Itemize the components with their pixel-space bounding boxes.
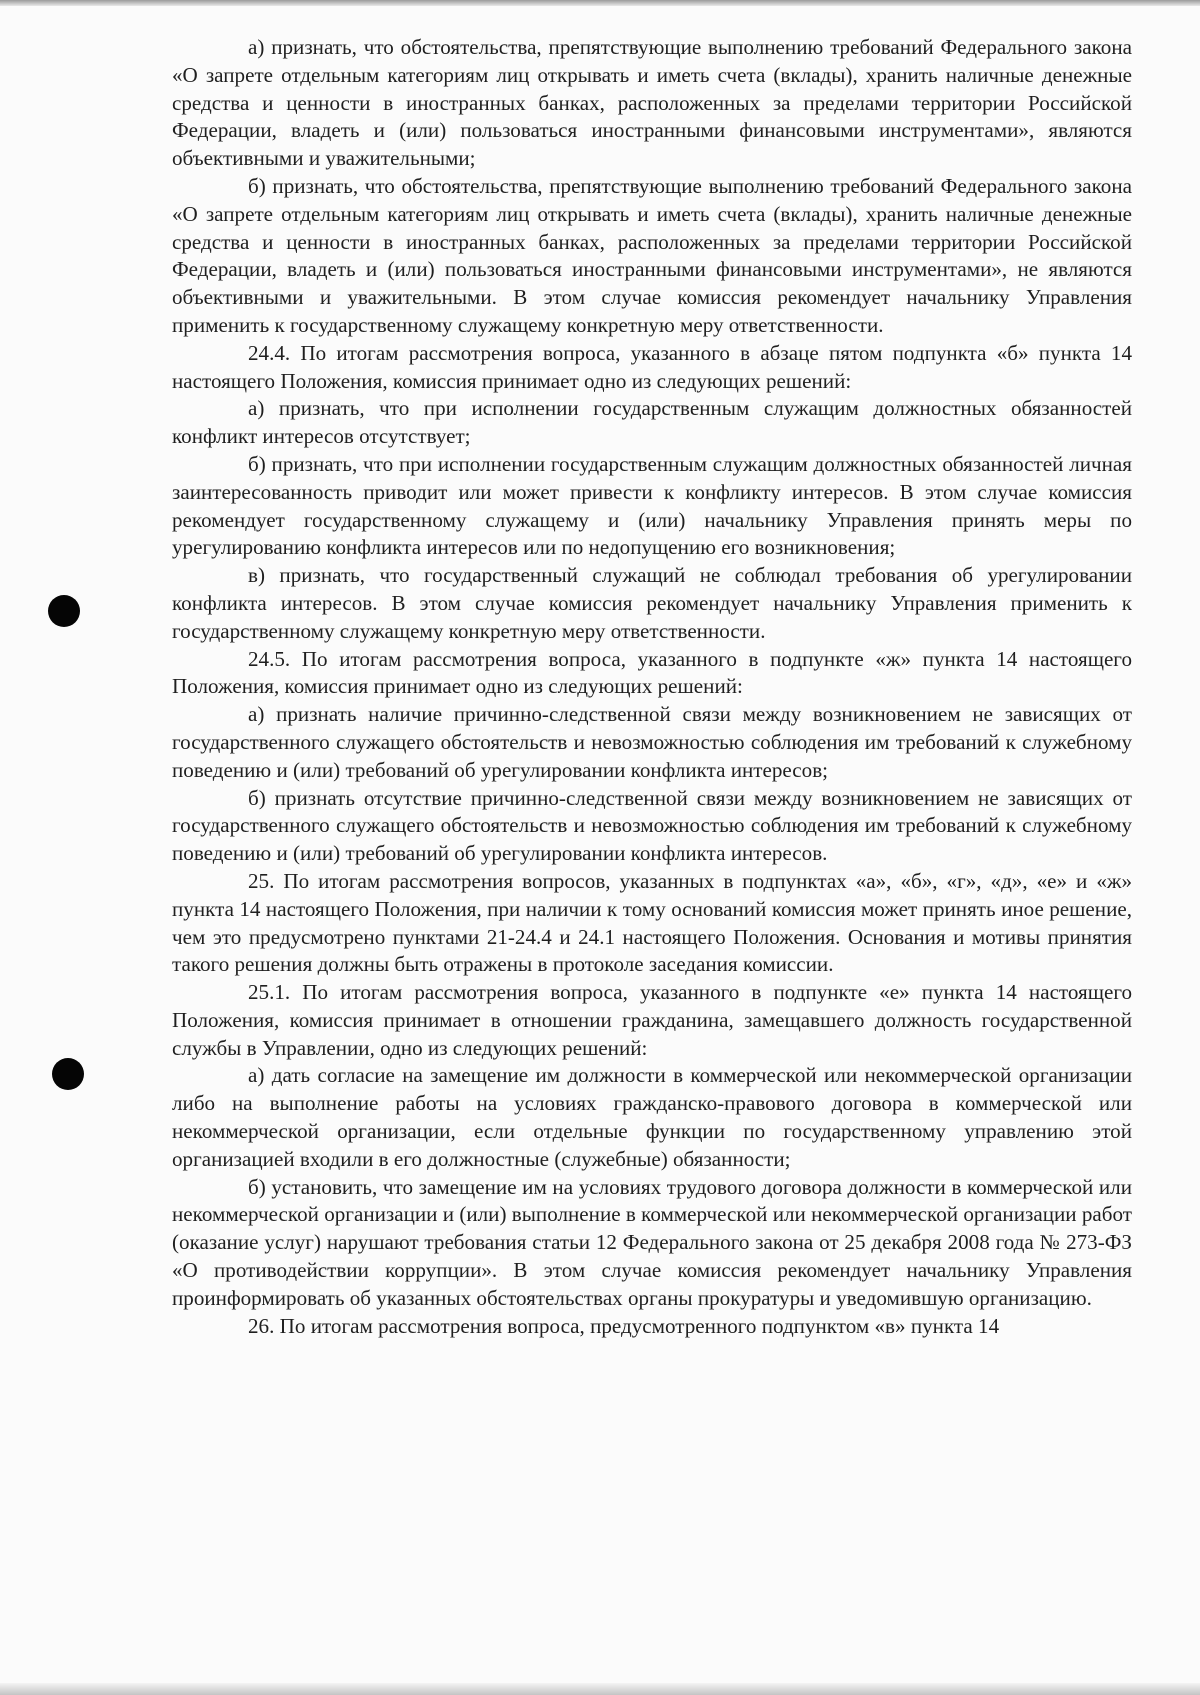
paragraph-24-5-b: б) признать отсутствие причинно-следственной связи между возникновением не зависящих от государственного служащего обстоятельств и невозможностью соблюдения им требований к служебному поведению и (или) требований об урегулировании конфликта интересов.: [172, 785, 1132, 866]
paragraph-25: 25. По итогам рассмотрения вопросов, указанных в подпунктах «а», «б», «г», «д», «е» и «ж» пункта 14 настоящего Положения, при наличии к тому оснований комиссия может принять иное решение, чем это предусмотрено пунктами 21-24.4 и 24.1 настоящего Положения. Основания и мотивы принятия такого решения должны быть отражены в протоколе заседания комиссии.: [172, 868, 1132, 977]
document-text: [172, 34, 1132, 1340]
paragraph-24-5-a: а) признать наличие причинно-следственной связи между возникновением не зависящих от государственного служащего обстоятельств и невозможностью соблюдения им требований к служебному поведению и (или) требований об урегулировании конфликта интересов;: [172, 702, 1132, 782]
paragraph-24-4-v: в) признать, что государственный служащий не соблюдал требования об урегулировании конфликта интересов. В этом случае комиссия рекомендует начальнику Управления применить к государственному служащему конкретную меру ответственности.: [172, 563, 1132, 643]
paragraph-25-1-b: б) установить, что замещение им на условиях трудового договора должности в коммерческой или некоммерческой организации и (или) выполнение в коммерческой или некоммерческой организации работ (оказание услуг) нарушают требования статьи 12 Федерального закона от 25 декабря 2008 года № 273-ФЗ «О противодействии коррупции». В этом случае комиссия рекомендует начальнику Управления проинформировать об указанных обстоятельствах органы прокуратуры и уведомившую организацию.: [172, 1174, 1132, 1310]
paragraph-24-4-a: а) признать, что при исполнении государственным служащим должностных обязанностей конфликт интересов отсутствует;: [172, 396, 1132, 449]
paragraph-24-4-b: б) признать, что при исполнении государственным служащим должностных обязанностей личная заинтересованность приводит или может привести к конфликту интересов. В этом случае комиссия рекомендует государственному служащему и (или) начальнику Управления принять меры по урегулированию конфликта интересов или по недопущению его возникновения;: [172, 451, 1132, 560]
scan-top-edge: [0, 0, 1200, 6]
paragraph-24-3-b: б) признать, что обстоятельства, препятствующие выполнению требований Федерального закона «О запрете отдельным категориям лиц открывать и иметь счета (вклады), хранить наличные денежные средства и ценности в иностранных банках, расположенных за пределами территории Российской Федерации, владеть и (или) пользоваться иностранными финансовыми инструментами», не являются объективными и уважительными. В этом случае комиссия рекомендует начальнику Управления применить к государственному служащему конкретную меру ответственности.: [172, 173, 1132, 337]
paragraph-24-4: 24.4. По итогам рассмотрения вопроса, указанного в абзаце пятом подпункта «б» пункта 14 настоящего Положения, комиссия принимает одно из следующих решений:: [172, 340, 1132, 393]
paragraph-26: 26. По итогам рассмотрения вопроса, предусмотренного подпунктом «в» пункта 14: [248, 1313, 1000, 1338]
scan-bottom-edge: [0, 1683, 1200, 1695]
paragraph-24-3-a: а) признать, что обстоятельства, препятствующие выполнению требований Федерального закона «О запрете отдельным категориям лиц открывать и иметь счета (вклады), хранить наличные денежные средства и ценности в иностранных банках, расположенных за пределами территории Российской Федерации, владеть и (или) пользоваться иностранными финансовыми инструментами», являются объективными и уважительными;: [172, 35, 1132, 171]
binder-hole-lower: [52, 1058, 84, 1090]
binder-hole-upper: [48, 595, 80, 627]
paragraph-24-5: 24.5. По итогам рассмотрения вопроса, указанного в подпункте «ж» пункта 14 настоящего Положения, комиссия принимает одно из следующих решений:: [172, 646, 1132, 699]
paragraph-25-1: 25.1. По итогам рассмотрения вопроса, указанного в подпункте «е» пункта 14 настоящего Положения, комиссия принимает в отношении гражданина, замещавшего должность государственной службы в Управлении, одно из следующих решений:: [172, 980, 1132, 1060]
paragraph-25-1-a: а) дать согласие на замещение им должности в коммерческой или некоммерческой организации либо на выполнение работы на условиях гражданско-правового договора в коммерческой или некоммерческой организации, если отдельные функции по государственному управлению этой организацией входили в его должностные (служебные) обязанности;: [172, 1063, 1132, 1171]
